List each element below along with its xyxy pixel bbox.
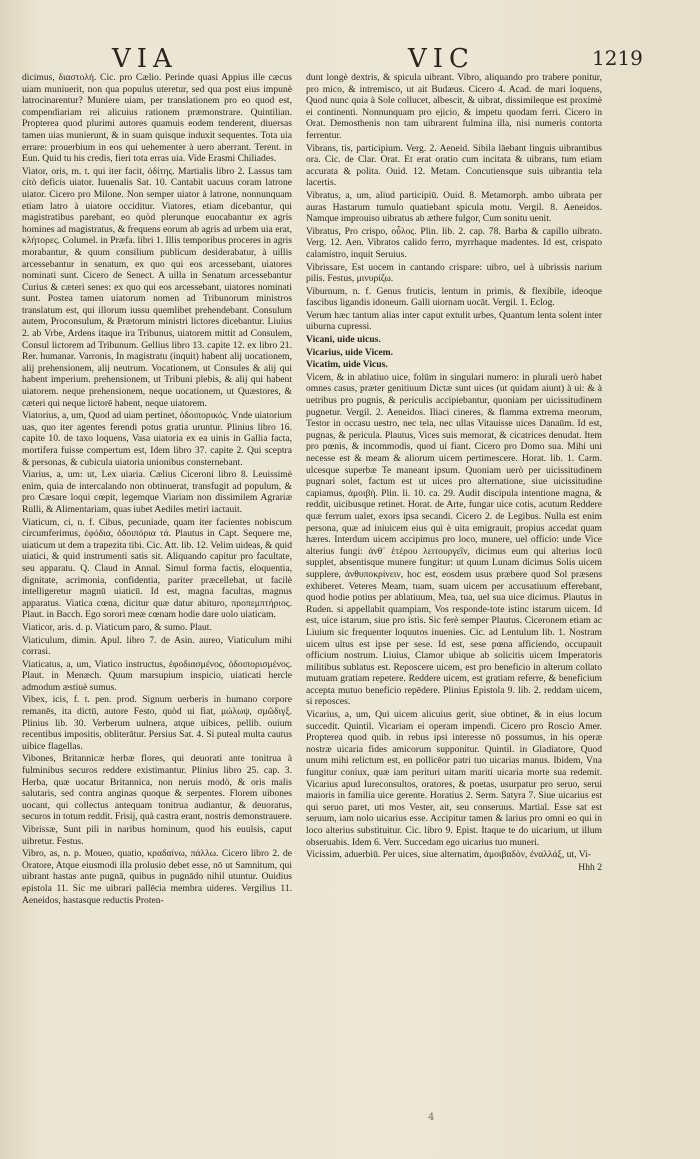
entry-vicatim: Vicatim, uide Vicus. — [306, 359, 388, 371]
page-number: 1219 — [592, 46, 643, 70]
header-left-word: VIA — [112, 44, 178, 74]
entry-viarius: Viarius, a, um: ut, Lex uiaria. Cælius Ciceroni libro 8. Leuissimè enim, quia de intercalando non obtinuerat, transfugit ad populum, & pro Cæsare loqui cœpit, legemque Viariam non dissimilem Agrariæ Rulli, & Alimentariam, quas iubet Aediles metiri iactauit. — [22, 469, 292, 515]
entry-vicissim: Vicissim, aduerbiū. Per uices, siue alternatim, ἀμοιβαδὸν, ἐναλλάξ, ut, Vi- — [306, 849, 591, 861]
entry-vibones: Vibones, Britannicæ herbæ flores, qui deuorati ante tonitrua à fulminibus securos reddere existimantur. Plinius libro 25. cap. 3. Herba, quæ uocatur Britannica, non neruis modò, & oris malis salutaris, sed contra anginas quoque & serpentes. Florem uibones uocant, qui collectus antequam tonitrua audiantur, & deuoratus, securos in totum reddit. Frisij, quà castra erant, nostris demonstrauere. — [22, 753, 292, 823]
entry-vicani: Vicani, uide uicus. — [306, 334, 381, 346]
entry-viatorius: Viatorius, a, um, Quod ad uiam pertinet, ὁδοιπορικός. Vnde uiatorium uas, quo iter agentes ferendi potus gratia uruntur. Plinius libro 16. capite 10. de taxo loquens, Vasa uiatoria ex ea uinis in Gallia facta, mortifera fuisse compertum est, Idem libro 37. capite 2. Qui sceptra & personas, & cubicula uiatoria unionibus consternebant. — [22, 410, 292, 468]
entry-vicarius: Vicarius, a, um, Qui uicem alicuius gerit, siue obtinet, & in eius locum succedit. Quintil. Vicariam ei operam impendi. Cicero pro Roscio Amer. Propterea quod quib. in rebus ipsi interesse nō possumus, in his operæ nostræ uicaria fides amicorum supponitur. Quintil. in Gladiatore, Quod unum mihi relictum est, en pollicēor patri tuo uicarias manus. Ibidem, Vna fungitur coniux, quæ iam perituri uitam mariti uicaria morte sua redemit. Vicarius apud Iureconsultos, oratores, & poetas, usurpatur pro seruo, serui maioris in familia uice gerente. Horatius 2. Serm. Satyra 7. Siue uicarius est qui seruo paret, uti mos Vester, ait, seu conseruus. Martial. Esse sat est seruum, iam nolo uicarius esse. Accipitur tamen & larius pro omni eo qui in loco alterius substituitur. Cic. libro 9. Epist. Itaque te do uicarium, ut illum obseruabis. Idem 6. Verr. Succedam ego uicarius tuo muneri. — [306, 709, 602, 848]
entry-viaticulum: Viaticulum, dimin. Apul. libro 7. de Asin. aureo, Viaticulum mihi corrasi. — [22, 634, 292, 658]
entry-vibratus-crispo: Vibratus, Pro crispo, οὖλος. Plin. lib. 2. cap. 78. Barba & capillo uibrato. Verg. 12. Aen. Vibratos calido ferro, myrrhaque madentes. Id est, crispato calamistro, inquit Seruius. — [306, 225, 602, 260]
header-middle-word: VIC — [408, 44, 475, 74]
bottom-mark: 4 — [428, 1112, 435, 1123]
signature-line — [306, 862, 602, 874]
entry-viaticor: Viaticor, aris. d. p. Viaticum paro, & sumo. Plaut. — [22, 621, 212, 633]
entry-viator: Viator, oris, m. t. qui iter facit, ὁδίτης. Martialis libro 2. Lassus tam citò deficis uiator. Iuuenalis Sat. 10. Cantabit uacuus coram latrone uiator. Cicero pro Milone. Non semper uiator à latrone, nonnunquam etiam latro à uiatore occiditur. Viatores, etiam dicebantur, qui magistratibus parebant, eo quòd plerunque euocabantur ex agris homines ad magistratus, & frequens eorum ab agris ad urbem uia erat, κλήτορες. Columel. in Præfa. libri 1. Illis temporibus proceres in agris morabantur, & quum consilium publicum desiderabatur, à uillis arcessebantur in senatum, ex quo qui eos arcessebant, uiatores nominati sunt. Cicero de Senect. A uilla in Senatum arcessebantur Curius & cæteri senes: ex quo qui eos arcessebant, uiatores nominati sunt. Postea tamen uiatorum nomen ad Tribunorum ministros translatum est, qui illorum iussu quemlibet prehendebant. Consulum autem, Proconsulum, & Prætorum ministri lictores dicebantur. Liuius 2. ab Vrbe, Ardens itaque ira Tribunus, uiatorem mittit ad Consulem, Consul lictorem ad Tribunum. Gellius libro 13. capite 12. ex libro 21. Rer. humanar. Varronis, In magistratu (inquit) habent alij uocationem, alij prehensionem, alij neutrum. Vocationem, ut Consules & alij qui habent imperium. prehensionem, ut Tribuni plebis, & alij qui habent uiatorem. neque prehensionem, neque uocationem, ut Quæstores, & cæteri qui neque lictorē habent, neque uiatorem. — [22, 165, 292, 409]
entry-text: dunt longè dextris, & spicula uibrant. Vibro, aliquando pro trabere ponitur, pro mico, & intremisco, ut ait Budæus. Cicero 4. Acad. de mari loquens, Quod nunc quia à Sole collucet, albescit, & uibrat, dissimileque est proximè ei continenti. Nonnunquam pro ejicio, & impetu quodam ferri. Cicero in Orat. Demosthenis non tam uibrarent fulmina illa, nisi numeris contorta ferrentur. — [306, 72, 602, 141]
entry-vicarius-ref: Vicarius, uide Vicem. — [306, 346, 394, 358]
signature-mark: Hhh — [578, 861, 595, 873]
running-header — [0, 44, 700, 74]
right-column — [306, 72, 602, 873]
entry-viaticum: Viaticum, ci, n. f. Cibus, pecuniade, quam iter facientes nobiscum circumferimus, ἐφόδια, ὁδοιπόρια τά. Plautus in Capt. Sequere me, uiaticum ut dem a trapezita tibi. Cic. Att. lib. 12. Velim uideas, & quid uiatici, & quid instrumenti satis sit. Aliquando capitur pro facultate, seu apparatu. Q. Claud in Annal. Simul forma factis, eloquentia, dignitate, acrimonia, confidentia, pariter præcellebat, ut facilè intelligeretur magnū uiaticū. Id est, magna facultas, magnus apparatus. Viatica cœna, dicitur quæ datur abituro, προπεμπτήριος. Plaut. in Bacch. Ego sororì meæ cœnam hodie dare uolo uiaticam. — [22, 516, 292, 621]
entry-verse: Verum hæc tantum alias inter caput extulit urbes, Quantum lenta solent inter uiburna cupressi. — [306, 309, 602, 333]
entry-vicem: Vicem, & in ablatiuo uice, folūm in singulari numero: in plurali uerò habet omnes casus, præter genitiuum Dictæ sunt uices (ut quidam aiunt) à ui: & à uetribus pro pugnis, & periculis accipiebantur, quoniam per uicissitudinem pugnetur. Vergil. 2. Aeneidos. Iliaci cineres, & flamma extrema meorum, Testor in occasu uestro, nec tela, nec ullas Vitauisse uices Danaūm. Id est, pugnas, & pericula. Plautus, Vices suis memorat, & cicatrices denudat. Item pro pœnis, & incommodis, quod ui fiant. Cicero pro Domo sua. Mihi uni necesse est & meam & aliorum uicem pertimescere. Horat. lib. 1. Carm. ulcesque superbæ Te maneant ipsum. Quoniam uerò per uicissitudinem pugnari solet, factum est ut uices pro alternatione, siue uicissitudine capiamus, ἀμοιβὴ. Plin. li. 10. ca. 29. Audit discipula intentione magna, & reddit, uicibusque retinet. Horat. de Arte, fungar uice cotis, acutum Reddere quæ ferrum ualet, exors ipsa secandi. Cicero 2. de Legibus. Nulla est enim persona, quæ ad iniuicem eius quì è uita emigrauit, propius accedat quam hæres. Interdum uicem accipimus pro loco, munere, uel officio: unde Vice alterius fungi: ἀνθ᾽ ἑτέρου λειτουργεῖν, dicimus eum qui alterius locū supplet, absentisque munere fungitur: ut quum Lunam dicimus Solis uicem supplere, ἀνθυποκρίνειν, hoc est, eosdem usus præbere quod Sol præsens exhiberet. Veteres Meam, tuam, suam uicem per accusatiuum efferebant, quod hodie potius per ablatiuum, Mea, tua, uel sua uice dicimus. Plautus in Ruden. si appellabit quampiam, Vos responde-tote istinc istarum uicem. Id est, uice istarum, siue pro istis. Sic ferè semper Plautus. Ciceronem etiam ac Liuium sic frequenter loquutos inuenies. Cic. ad Lentulum lib. 1. Nostram uicem ultus est ipse per sese. Id est, sese pœna afficiendo, occupauit officium nostrum. Liuius, Clamor ubique ab solicitis uicem Imperatoris militibus sublatus est. Reposcere uicem, est pro beneficio in alterum collato mutuam gratiam repetere. Reddere uicem, est gratiam referre, & beneficium accepta mutuo beneficio repēdere. Plinius Epistola 9. lib. 2. reddam uicem, si reposces. — [306, 371, 602, 708]
left-column — [22, 72, 292, 907]
entry-vibrans: Vibrans, tis, participium. Verg. 2. Aeneid. Sibila lāebant linguis uibrantibus ora. Cic. de Clar. Orat. Et erat oratio cum incitata & uibrans, tum etiam accurata & polita. Ouid. 12. Metam. Concutiensque suis uibrantia tela lacertis. — [306, 142, 602, 189]
entry-vibrissae: Vibrissæ, Sunt pili in naribus hominum, quod his euulsis, caput uibretur. Festus. — [22, 824, 292, 847]
entry-viburnum: Viburnum, n. f. Genus fruticis, lentum in primis, & flexibile, ideoque fascibus ligandis idoneum. Galli uiornam uocāt. Vergil. 1. Eclog. — [306, 285, 602, 309]
catch-mark: 2 — [597, 861, 602, 873]
entry-vibratus: Vibratus, a, um, aliud participiū. Ouid. 8. Metamorph. ambo uibrata per auras Hastarum tumulo quatiebant spicula motu. Vergil. 8. Aeneidos. Namque improuiso uibratus ab æthere fulgor, Cum sonitu uenit. — [306, 189, 602, 225]
entry-text: dicimus, διαστολή. Cic. pro Cælio. Perinde quasi Appius ille cæcus uiam muniuerit, non qua populus uteretur, sed qua post eius impunè latrocinarentur? Muniere uiam, per translationem pro eo quod est, compendiariam rei alicuius rationem præmonstrare. Quintilian. Propterea quod plurimi autores quamuis eodem tenderent, diuersas tamen uias munierunt, & in suam quisque induxit sequentes. Tota uia errare: prouerbium in eos qui uehementer à uero aberrant. Terent. in Eun. Quid tu his credis, fieri tota erras uia. Vide Erasmi Chiliades. — [22, 72, 292, 165]
entry-viaticatus: Viaticatus, a, um, Viatico instructus, ἐφοδιασμένος, ὁδοιπορισμένος. Plaut. in Menæch. Quum marsupium inspicio, uiaticati hercle admodum æstiuè sumus. — [22, 658, 292, 693]
entry-vibro: Vibro, as, n. p. Moueo, quatio, κραδαίνω, πάλλω. Cicero libro 2. de Oratore, Atque eiusmodi illa prolusio debet esse, nō ut Samnitum, qui uibrant hastas ante pugnā, quibus in pugnādo nihil utuntur. Ouidius epistola 11. Sic me uibrari pallēcia membra uideres. Vergilius 11. Aeneidos, hastasque reductis Proten- — [22, 848, 292, 906]
entry-vibex: Vibex, icis, f. t. pen. prod. Signum uerberis in humano corpore remanēs, ita dictū, autore Festo, quòd ui fiat, μώλωψ, σμῶδιγξ. Plinius lib. 30. Verberum uulnera, atque uibices, pellib. ouium recentibus impositis, obliterātur. Persius Sat. 4. Si puteal multa cautus uibice flagellas. — [22, 694, 292, 752]
entry-vibrissare: Vibrissare, Est uocem in cantando crispare: uibro, uel à uibrissis narium pilis. Festus, μινυρίζω. — [306, 261, 602, 285]
